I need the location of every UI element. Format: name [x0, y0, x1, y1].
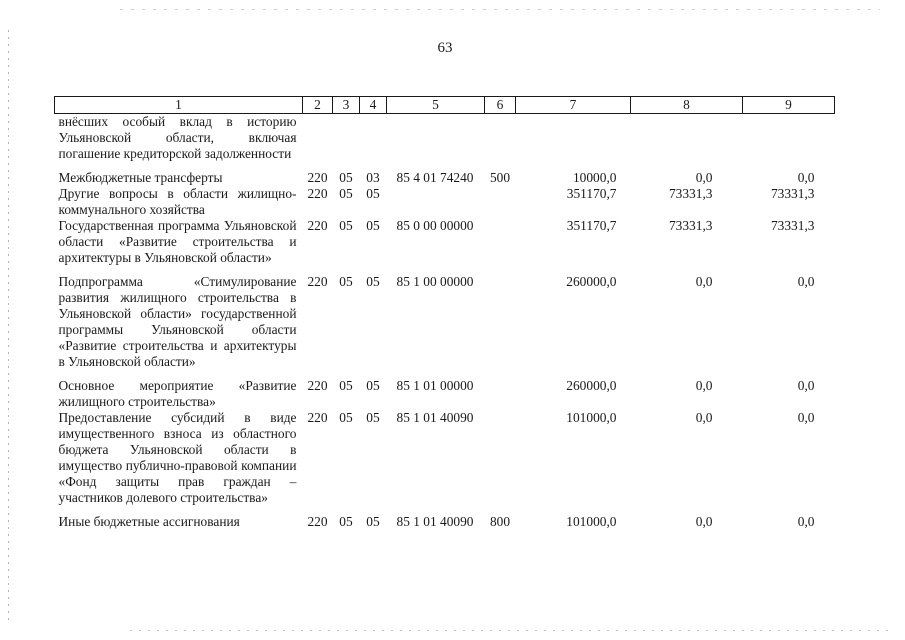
row-grbs: 220: [307, 410, 328, 425]
row-csr: 85 1 00 00000: [396, 274, 474, 289]
row-sum-year3: 0,0: [797, 170, 815, 185]
row-sum-year1: 101000,0: [566, 514, 617, 529]
row-sum-year2: 0,0: [695, 410, 713, 425]
table-row: [55, 266, 835, 370]
row-sum-year2: 0,0: [695, 274, 713, 289]
column-header-6: 6: [485, 97, 516, 114]
column-header-9: 9: [743, 97, 835, 114]
row-sum-year2: 73331,3: [668, 218, 713, 233]
row-grbs: 220: [307, 514, 328, 529]
column-header-2: 2: [303, 97, 333, 114]
row-sum-year2: [631, 114, 743, 163]
row-description: Межбюджетные трансферты: [58, 170, 223, 185]
row-rz: 05: [339, 218, 353, 233]
scan-edge-top: [120, 9, 880, 10]
row-sum-year1: 260000,0: [566, 274, 617, 289]
table-row: [55, 162, 835, 186]
row-description: Иные бюджетные ассигнования: [58, 514, 240, 529]
table-row: [55, 506, 835, 530]
page-number: 63: [437, 40, 453, 56]
scan-edge-bottom: [130, 630, 890, 631]
row-vr: [485, 186, 516, 218]
row-vr: 800: [489, 514, 511, 529]
row-sum-year3: 0,0: [797, 274, 815, 289]
row-description: Предоставление субсидий в виде имущественного взноса из областного бюджета Ульяновской области в имущество публично-правовой компании «Фонд защиты прав граждан – участников долевого строительства»: [58, 410, 297, 505]
row-rz: 05: [339, 170, 353, 185]
row-sum-year3: 73331,3: [770, 186, 815, 201]
row-pr: 03: [366, 170, 380, 185]
row-sum-year2: 0,0: [695, 378, 713, 393]
row-sum-year2: 73331,3: [668, 186, 713, 201]
row-sum-year1: 351170,7: [566, 186, 617, 201]
row-csr: 85 0 00 00000: [396, 218, 474, 233]
row-vr: [485, 218, 516, 266]
row-csr: 85 1 01 00000: [396, 378, 474, 393]
row-pr: 05: [366, 514, 380, 529]
row-vr: [485, 370, 516, 410]
row-sum-year1: 260000,0: [566, 378, 617, 393]
row-description: Подпрограмма «Стимулирование развития жилищного строительства в Ульяновской области» государственной программы Ульяновской области «Развитие строительства и архитектуры в Ульяновской области»: [58, 274, 297, 369]
row-csr: 85 1 01 40090: [396, 410, 474, 425]
row-grbs: 220: [307, 170, 328, 185]
row-sum-year3: 73331,3: [770, 218, 815, 233]
row-grbs: 220: [307, 186, 328, 201]
row-description: Государственная программа Ульяновской области «Развитие строительства и архитектуры в Ульяновской области»: [58, 218, 297, 265]
scan-edge-left: [8, 30, 9, 620]
row-description: Основное мероприятие «Развитие жилищного строительства»: [58, 378, 297, 409]
row-sum-year3: 0,0: [797, 514, 815, 529]
row-rz: 05: [339, 186, 353, 201]
row-pr: 05: [366, 274, 380, 289]
row-rz: 05: [339, 274, 353, 289]
table-row: [55, 186, 835, 218]
row-sum-year2: 0,0: [695, 514, 713, 529]
row-description: Другие вопросы в области жилищно-коммунального хозяйства: [58, 186, 297, 217]
row-sum-year1: 10000,0: [572, 170, 617, 185]
column-header-3: 3: [333, 97, 360, 114]
row-grbs: 220: [307, 218, 328, 233]
row-sum-year1: 351170,7: [566, 218, 617, 233]
row-vr: 500: [489, 170, 511, 185]
budget-table: [54, 96, 835, 530]
row-sum-year1: 101000,0: [566, 410, 617, 425]
row-pr: [360, 114, 387, 163]
row-pr: 05: [366, 218, 380, 233]
row-rz: 05: [339, 378, 353, 393]
row-pr: 05: [366, 410, 380, 425]
column-header-1: 1: [55, 97, 303, 114]
table-row: [55, 370, 835, 410]
row-vr: [485, 266, 516, 370]
row-rz: [333, 114, 360, 163]
row-vr: [485, 410, 516, 506]
row-csr: [387, 114, 485, 163]
row-pr: 05: [366, 378, 380, 393]
row-sum-year3: 0,0: [797, 378, 815, 393]
row-sum-year3: 0,0: [797, 410, 815, 425]
row-description: внёсших особый вклад в историю Ульяновской области, включая погашение кредиторской задолженности: [58, 114, 297, 161]
row-grbs: 220: [307, 378, 328, 393]
row-csr: 85 1 01 40090: [396, 514, 474, 529]
row-sum-year3: [743, 114, 835, 163]
row-rz: 05: [339, 410, 353, 425]
row-sum-year1: [516, 114, 631, 163]
row-csr: [387, 186, 485, 218]
row-rz: 05: [339, 514, 353, 529]
column-header-4: 4: [360, 97, 387, 114]
row-pr: 05: [366, 186, 380, 201]
table-row: [55, 410, 835, 506]
row-csr: 85 4 01 74240: [396, 170, 474, 185]
row-vr: [485, 114, 516, 163]
table-row: [55, 218, 835, 266]
table-header-row: [55, 97, 835, 114]
column-header-8: 8: [631, 97, 743, 114]
column-header-7: 7: [516, 97, 631, 114]
row-grbs: 220: [307, 274, 328, 289]
table-row: [55, 114, 835, 163]
column-header-5: 5: [387, 97, 485, 114]
row-grbs: [303, 114, 333, 163]
row-sum-year2: 0,0: [695, 170, 713, 185]
